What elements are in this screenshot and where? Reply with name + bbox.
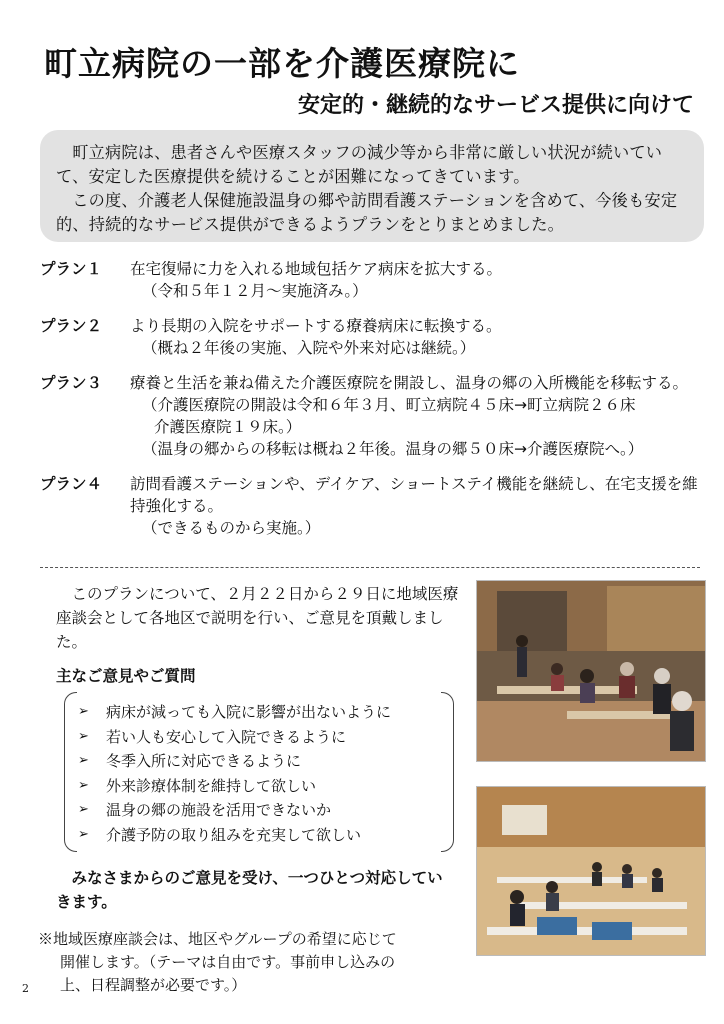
intro-paragraph-2: この度、介護老人保健施設温身の郷や訪問看護ステーションを含めて、今後も安定的、持続的なサービス提供ができるようプランをとりまとめました。 (56, 191, 678, 234)
list-item (78, 725, 454, 750)
list-item (78, 700, 454, 725)
opinions-box (64, 692, 454, 852)
plan-note: （温身の郷からの移転は概ね２年後。温身の郷５０床→介護医療院へ。） (142, 440, 644, 458)
list-item (78, 749, 454, 774)
plan-label: プラン３ (40, 374, 103, 392)
plan-text: 療養と生活を兼ね備えた介護医療院を開設し、温身の郷の入所機能を移転する。 (130, 374, 689, 392)
opinions-list (78, 700, 454, 847)
meeting-photo-2 (476, 786, 706, 956)
plan-label: プラン１ (40, 260, 103, 278)
list-item (78, 823, 454, 848)
plan-note: （できるものから実施。） (142, 519, 321, 537)
plan-label: プラン２ (40, 317, 103, 335)
intro-box (40, 130, 704, 242)
page-title: 町立病院の一部を介護医療院に (44, 44, 520, 83)
plan-list (40, 258, 704, 552)
list-item (78, 774, 454, 799)
arrow-bullet-icon: ➢ (78, 753, 89, 768)
opinion-text: 病床が減っても入院に影響が出ないように (106, 703, 392, 721)
arrow-bullet-icon: ➢ (78, 802, 89, 817)
opinion-text: 冬季入所に対応できるように (106, 752, 302, 770)
intro-paragraph-1: 町立病院は、患者さんや医療スタッフの減少等から非常に厳しい状況が続いていて、安定した医療提供を続けることが困難になってきています。 (56, 143, 663, 186)
plan-4 (40, 473, 704, 539)
page-subtitle: 安定的・継続的なサービス提供に向けて (297, 93, 694, 118)
closing-statement: みなさまからのご意見を受け、一つひとつ対応していきます。 (56, 869, 443, 911)
plan-text: 訪問看護ステーションや、デイケア、ショートステイ機能を継続し、在宅支援を維持強化する。 (130, 475, 698, 515)
arrow-bullet-icon: ➢ (78, 728, 89, 744)
opinion-text: 外来診療体制を維持して欲しい (106, 776, 317, 795)
plan-note: （令和５年１２月～実施済み。） (142, 282, 368, 300)
meeting-photo-1 (476, 580, 706, 762)
footnote (38, 928, 458, 997)
plan-text: より長期の入院をサポートする療養病床に転換する。 (130, 317, 502, 335)
plan-2 (40, 315, 704, 359)
plan-text: 在宅復帰に力を入れる地域包括ケア病床を拡大する。 (130, 260, 503, 278)
arrow-bullet-icon: ➢ (78, 704, 89, 719)
footnote-line: ※地域医療座談会は、地区やグループの希望に応じて (38, 930, 397, 948)
opinion-text: 温身の郷の施設を活用できないか (106, 801, 332, 819)
footnote-line: 開催します。（テーマは自由です。事前申し込みの (60, 953, 396, 971)
plan-note: （介護医療院の開設は令和６年３月、町立病院４５床→町立病院２６床 (142, 396, 636, 414)
meeting-description (56, 582, 466, 654)
footnote-line: 上、日程調整が必要です。） (60, 976, 247, 994)
plan-1 (40, 258, 704, 302)
meeting-paragraph: このプランについて、２月２２日から２９日に地域医療座談会として各地区で説明を行い、ご意見を頂戴しました。 (56, 585, 459, 651)
plan-note: （概ね２年後の実施、入院や外来対応は継続。） (142, 339, 476, 357)
plan-3 (40, 372, 704, 460)
arrow-bullet-icon: ➢ (78, 826, 89, 842)
list-item (78, 798, 454, 823)
opinion-text: 介護予防の取り組みを充実して欲しい (106, 825, 362, 844)
plan-note: 介護医療院１９床。） (154, 418, 302, 436)
section-divider (40, 567, 700, 568)
arrow-bullet-icon: ➢ (78, 777, 89, 793)
page-number: 2 (22, 982, 29, 995)
opinion-text: 若い人も安心して入院できるように (106, 727, 347, 746)
opinions-heading: 主なご意見やご質問 (56, 667, 196, 685)
plan-label: プラン４ (40, 475, 103, 493)
